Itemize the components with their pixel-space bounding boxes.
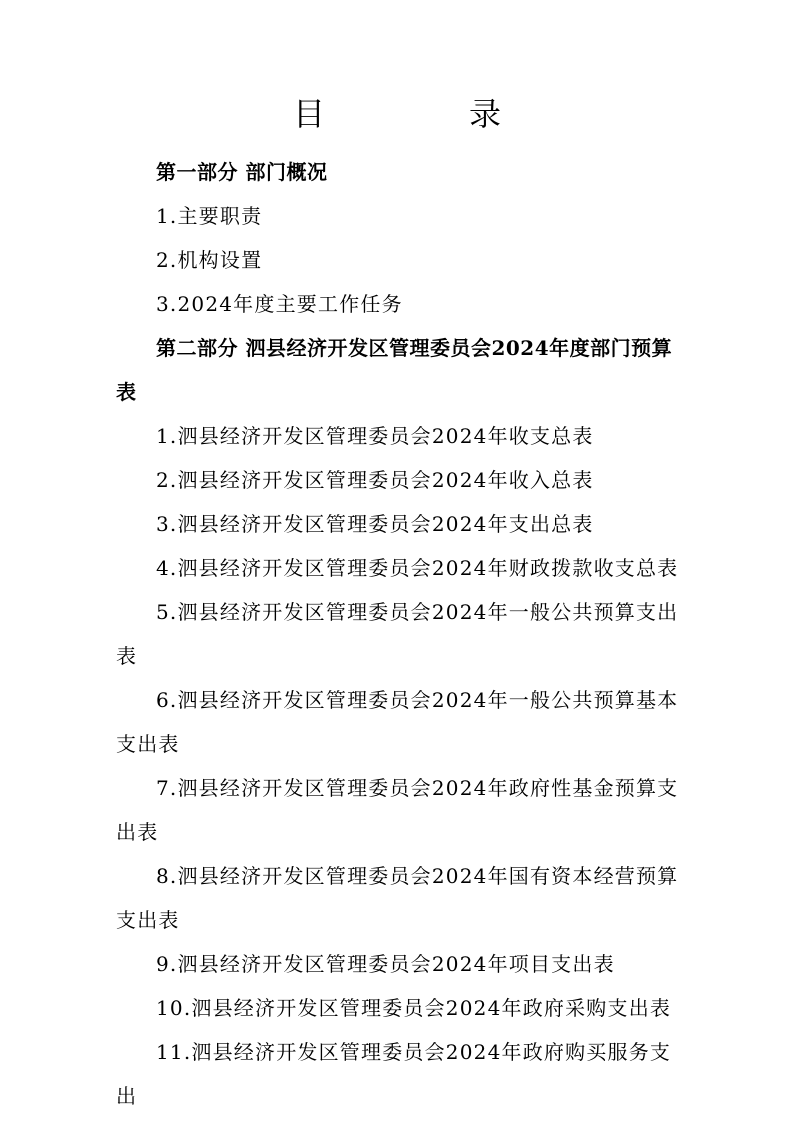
toc-part1-item-1: 1.主要职责 <box>156 204 263 228</box>
toc-part2-item-3: 3.泗县经济开发区管理委员会2024年支出总表 <box>156 512 594 536</box>
toc-part2-item-10: 10.泗县经济开发区管理委员会2024年政府采购支出表 <box>156 996 672 1020</box>
toc-part1-heading: 第一部分 部门概况 <box>156 160 328 184</box>
toc-part2-item-2: 2.泗县经济开发区管理委员会2024年收入总表 <box>156 468 594 492</box>
table-of-contents <box>116 150 682 1118</box>
page-title: 目 录 <box>292 95 557 133</box>
toc-part2-item-11: 11.泗县经济开发区管理委员会2024年政府购买服务支出 <box>116 1040 672 1108</box>
toc-part2-item-9: 9.泗县经济开发区管理委员会2024年项目支出表 <box>156 952 615 976</box>
toc-part2-item-8: 8.泗县经济开发区管理委员会2024年国有资本经营预算支出表 <box>116 864 679 932</box>
toc-part2-item-5: 5.泗县经济开发区管理委员会2024年一般公共预算支出表 <box>116 600 679 668</box>
toc-part2-item-6: 6.泗县经济开发区管理委员会2024年一般公共预算基本支出表 <box>116 688 679 756</box>
toc-part2-heading: 第二部分 泗县经济开发区管理委员会2024年度部门预算表 <box>116 336 673 404</box>
toc-part2-item-7: 7.泗县经济开发区管理委员会2024年政府性基金预算支出表 <box>116 776 679 844</box>
toc-part2-item-1: 1.泗县经济开发区管理委员会2024年收支总表 <box>156 424 594 448</box>
toc-part1-item-3: 3.2024年度主要工作任务 <box>156 292 403 316</box>
toc-part1-item-2: 2.机构设置 <box>156 248 263 272</box>
toc-part2-item-4: 4.泗县经济开发区管理委员会2024年财政拨款收支总表 <box>156 556 679 580</box>
